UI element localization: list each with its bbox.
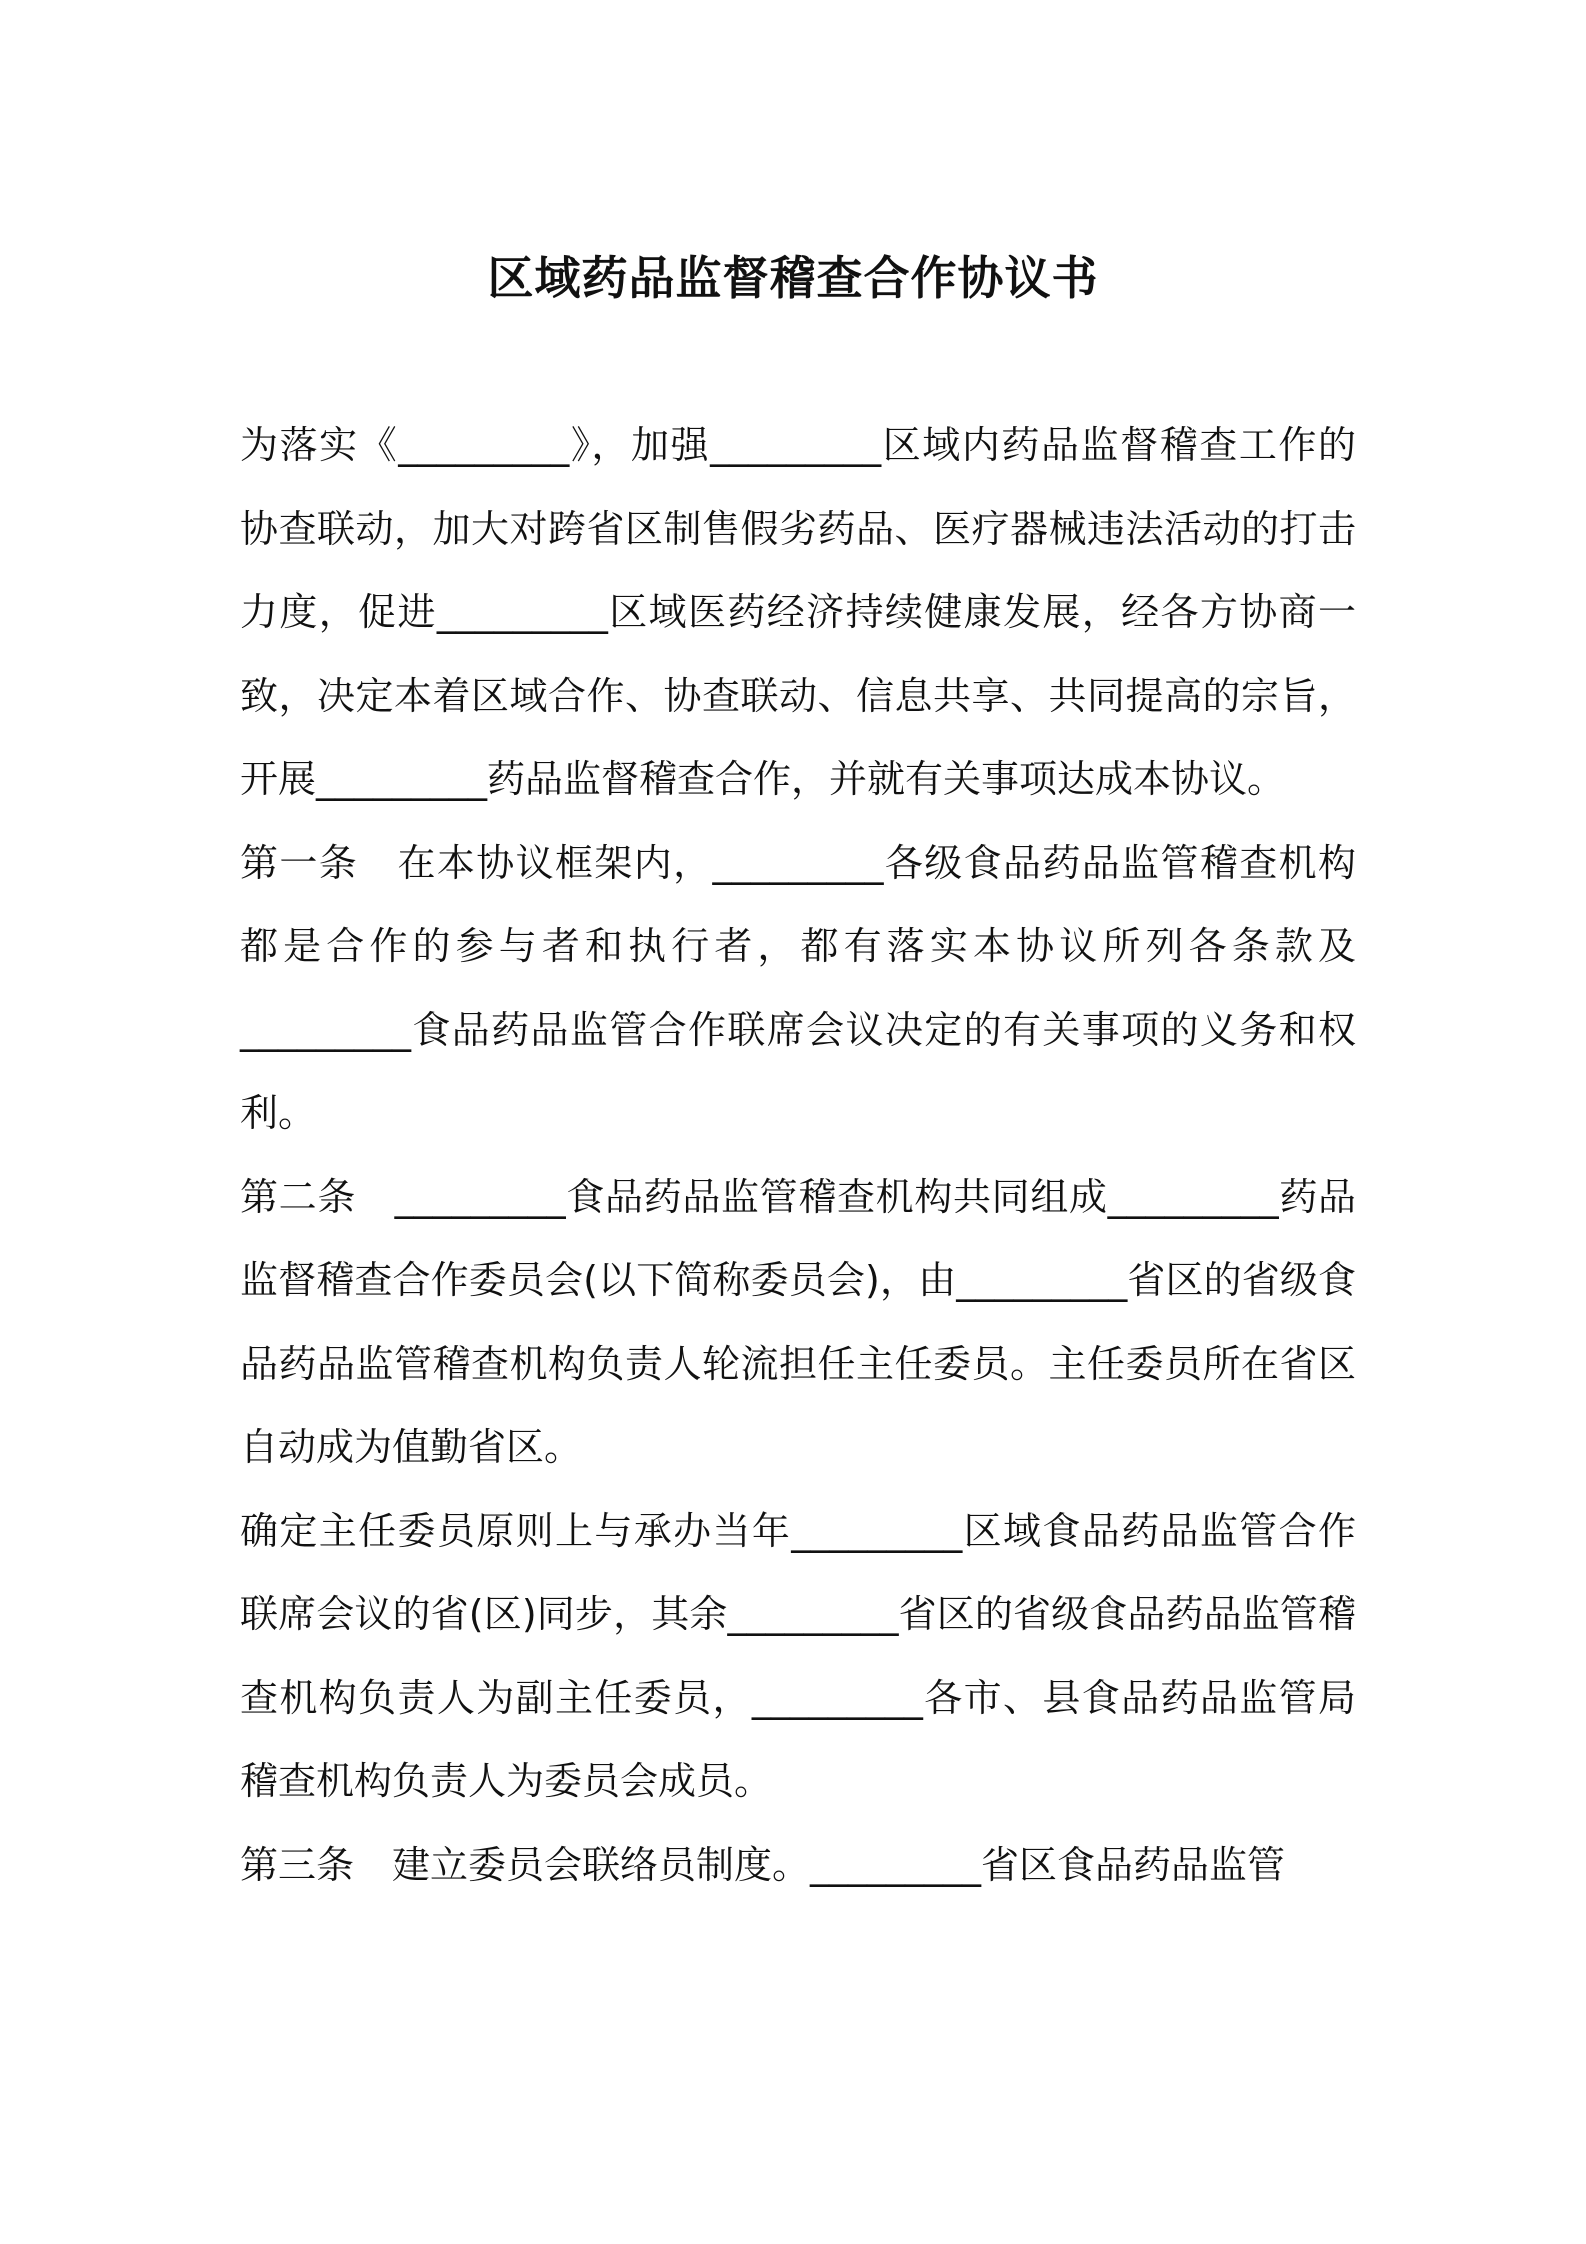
article-2-paragraph: 第二条 _________食品药品监管稽查机构共同组成_________药品监督稽查合作委员会(以下简称委员会)，由_________省区的省级食品药品监管稽查机构负责人轮流担任主任委员。主任委员所在省区自动成为值勤省区。 bbox=[240, 1174, 1356, 1469]
article-3-paragraph: 第三条 建立委员会联络员制度。_________省区食品药品监管 bbox=[240, 1842, 1286, 1887]
document-title: 区域药品监督稽查合作协议书 bbox=[487, 250, 1099, 305]
document-body bbox=[240, 404, 1356, 1907]
article-2-continuation-paragraph: 确定主任委员原则上与承办当年_________区域食品药品监管合作联席会议的省(区)同步，其余_________省区的省级食品药品监管稽查机构负责人为副主任委员，_________各市、县食品药品监管局稽查机构负责人为委员会成员。 bbox=[240, 1508, 1356, 1803]
preamble-paragraph: 为落实《_________》，加强_________区域内药品监督稽查工作的协查联动，加大对跨省区制售假劣药品、医疗器械违法活动的打击力度，促进_________区域医药经济持续健康发展，经各方协商一致，决定本着区域合作、协查联动、信息共享、共同提高的宗旨，开展_________药品监督稽查合作，并就有关事项达成本协议。 bbox=[240, 423, 1356, 801]
article-1-paragraph: 第一条 在本协议框架内，_________各级食品药品监管稽查机构都是合作的参与者和执行者，都有落实本协议所列各条款及_________食品药品监管合作联席会议决定的有关事项的义务和权利。 bbox=[240, 840, 1356, 1135]
